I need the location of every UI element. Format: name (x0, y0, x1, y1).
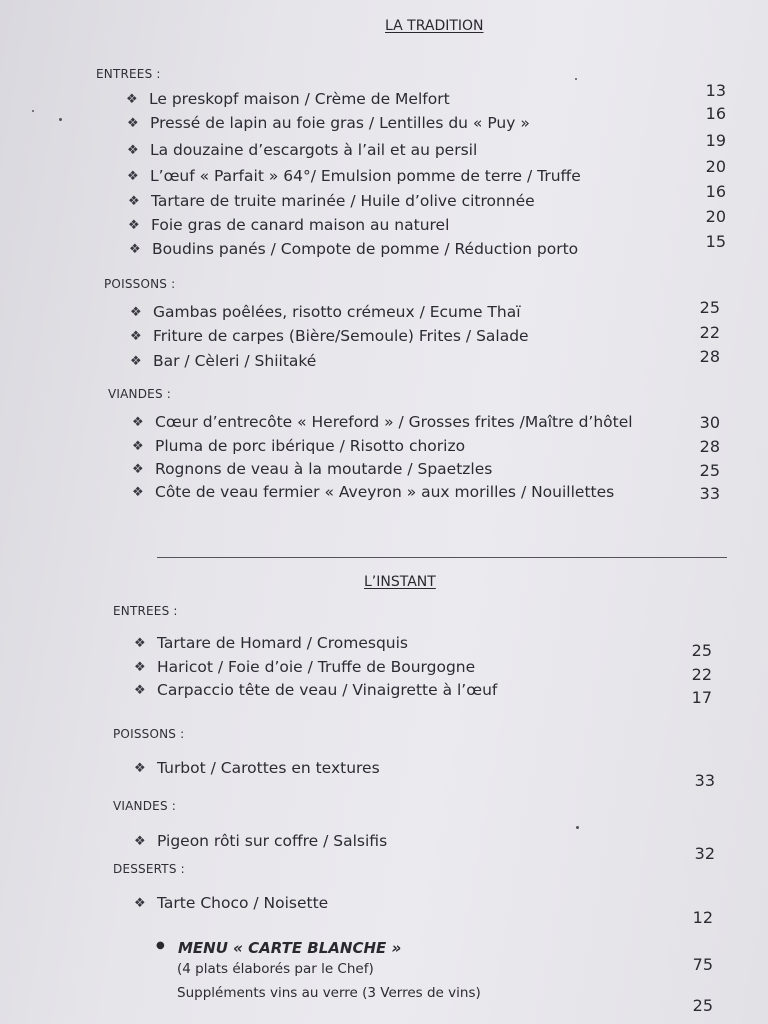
list-item (0, 658, 768, 682)
dish-price: 25 (691, 641, 712, 660)
bullet-icon: ❖ (132, 439, 144, 454)
dish-price: 15 (705, 232, 726, 251)
list-item (0, 460, 768, 484)
dish-name: Rognons de veau à la moutarde / Spaetzles (155, 460, 493, 478)
dish-name: Carpaccio tête de veau / Vinaigrette à l’œuf (157, 681, 498, 699)
tradition-title: LA TRADITION (385, 18, 484, 34)
bullet-dot-icon: ● (156, 940, 165, 951)
menu-subtitle: (4 plats élaborés par le Chef) (177, 961, 374, 977)
dish-price: 22 (691, 665, 712, 684)
bullet-icon: ❖ (127, 116, 139, 131)
bullet-icon: ❖ (134, 683, 146, 698)
instant-title: L’INSTANT (364, 574, 436, 590)
paper-speck (576, 826, 579, 829)
list-item (0, 182, 768, 216)
bullet-icon: ❖ (130, 305, 142, 320)
dish-price: 16 (705, 182, 726, 201)
bullet-icon: ❖ (129, 242, 141, 257)
bullet-icon: ❖ (134, 761, 146, 776)
bullet-icon: ❖ (127, 169, 139, 184)
instant-poissons-heading: POISSONS : (113, 727, 185, 741)
list-item (0, 634, 768, 658)
dish-name: La douzaine d’escargots à l’ail et au persil (150, 141, 478, 159)
bullet-icon: ❖ (132, 462, 144, 477)
menu-title: MENU « CARTE BLANCHE » (178, 939, 402, 957)
dish-name: Côte de veau fermier « Aveyron » aux morilles / Nouillettes (155, 483, 615, 501)
list-item (0, 323, 768, 351)
dish-price: 12 (692, 908, 713, 927)
dish-name: Tartare de truite marinée / Huile d’olive citronnée (151, 192, 535, 210)
dish-price: 33 (699, 484, 720, 503)
bullet-icon: ❖ (134, 896, 146, 911)
dish-price: 13 (705, 81, 726, 100)
dish-name: Tartare de Homard / Cromesquis (157, 634, 408, 652)
list-item (0, 298, 768, 327)
list-item (0, 131, 768, 165)
dish-name: Friture de carpes (Bière/Semoule) Frites / Salade (153, 327, 529, 345)
bullet-icon: ❖ (127, 143, 139, 158)
dish-price: 33 (694, 771, 715, 790)
list-item (0, 413, 768, 437)
list-item (0, 759, 768, 790)
bullet-icon: ❖ (132, 415, 144, 430)
dish-name: L’œuf « Parfait » 64°/ Emulsion pomme de terre / Truffe (150, 167, 581, 185)
paper-speck (59, 118, 62, 121)
list-item (0, 681, 768, 705)
instant-desserts-heading: DESSERTS : (113, 862, 185, 876)
dish-name: Pluma de porc ibérique / Risotto chorizo (155, 437, 466, 455)
paper-speck (575, 78, 577, 80)
bullet-icon: ❖ (134, 834, 146, 849)
instant-entrees-heading: ENTREES : (113, 604, 178, 618)
dish-name: Turbot / Carottes en textures (157, 759, 380, 777)
dish-name: Foie gras de canard maison au naturel (151, 216, 450, 234)
list-item (0, 104, 768, 138)
list-item (0, 894, 768, 927)
dish-name: Bar / Cèleri / Shiitaké (153, 352, 317, 370)
instant-viandes-heading: VIANDES : (113, 799, 177, 813)
menu-supplement: Suppléments vins au verre (3 Verres de vins) (177, 985, 481, 1001)
list-item (0, 437, 768, 461)
bullet-icon: ❖ (126, 92, 138, 107)
dish-price: 20 (705, 157, 726, 176)
section-divider (157, 557, 727, 558)
bullet-icon: ❖ (134, 660, 146, 675)
dish-price: 25 (699, 461, 720, 480)
list-item (0, 483, 768, 507)
bullet-icon: ❖ (128, 218, 140, 233)
dish-price: 28 (699, 437, 720, 456)
supplement-price: 25 (692, 996, 713, 1015)
dish-name: Boudins panés / Compote de pomme / Réduction porto (152, 240, 579, 258)
paper-speck (32, 110, 34, 112)
dish-price: 25 (699, 298, 720, 317)
dish-name: Le preskopf maison / Crème de Melfort (149, 90, 450, 108)
bullet-icon: ❖ (128, 194, 140, 209)
tradition-poissons-heading: POISSONS : (104, 277, 176, 291)
list-item (0, 232, 768, 264)
tradition-entrees-heading: ENTREES : (96, 67, 161, 81)
dish-price: 32 (694, 844, 715, 863)
dish-price: 28 (699, 347, 720, 366)
dish-name: Haricot / Foie d’oie / Truffe de Bourgogne (157, 658, 476, 676)
dish-name: Cœur d’entrecôte « Hereford » / Grosses frites /Maître d’hôtel (155, 413, 633, 431)
list-item (0, 347, 768, 376)
dish-price: 17 (691, 688, 712, 707)
dish-price: 30 (699, 413, 720, 432)
dish-price: 16 (705, 104, 726, 123)
dish-name: Pigeon rôti sur coffre / Salsifis (157, 832, 388, 850)
bullet-icon: ❖ (130, 329, 142, 344)
dish-name: Pressé de lapin au foie gras / Lentilles du « Puy » (150, 114, 530, 132)
dish-price: 20 (705, 207, 726, 226)
list-item (0, 832, 768, 863)
dish-price: 19 (705, 131, 726, 150)
bullet-icon: ❖ (132, 485, 144, 500)
list-item (0, 81, 768, 114)
list-item (0, 207, 768, 240)
bullet-icon: ❖ (134, 636, 146, 651)
tradition-viandes-heading: VIANDES : (108, 387, 172, 401)
dish-price: 22 (699, 323, 720, 342)
dish-name: Gambas poêlées, risotto crémeux / Ecume Thaï (153, 303, 521, 321)
menu-price: 75 (692, 955, 713, 974)
list-item (0, 157, 768, 191)
dish-name: Tarte Choco / Noisette (157, 894, 329, 912)
bullet-icon: ❖ (130, 354, 142, 369)
